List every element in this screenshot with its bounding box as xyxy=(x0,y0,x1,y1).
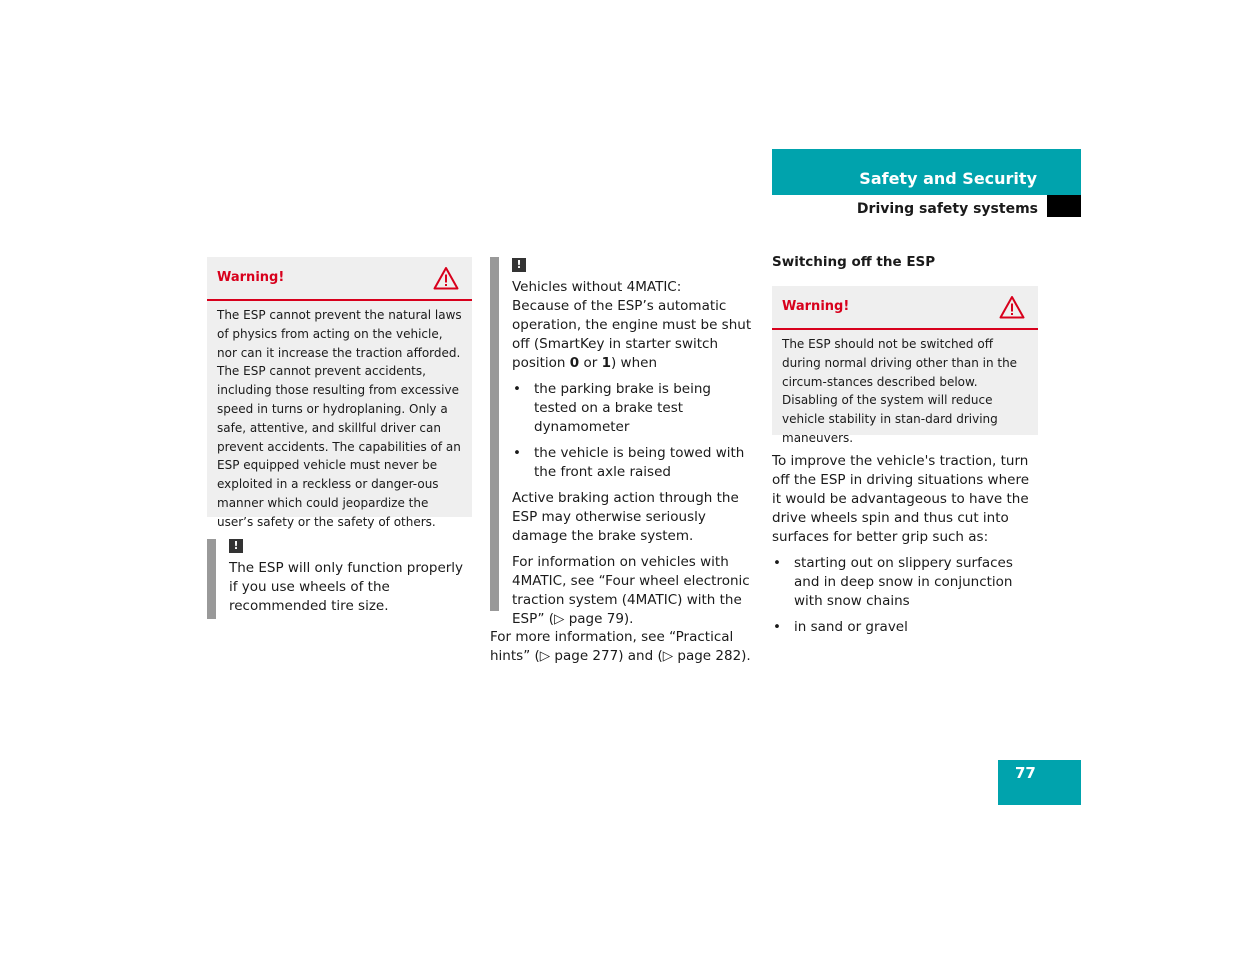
chapter-header xyxy=(772,149,1081,195)
page-number-box xyxy=(998,760,1081,805)
note-tire-size xyxy=(207,539,472,619)
warning-box-esp-limits xyxy=(207,257,472,529)
more-info-paragraph: For more information, see “Practical hints” (▷ page 277) and (▷ page 282). xyxy=(490,629,751,664)
note-intro xyxy=(512,278,758,373)
exclamation-square-icon: ! xyxy=(512,258,526,272)
note-intro-suffix: ) when xyxy=(610,355,658,371)
note-4matic xyxy=(490,257,758,627)
switch-position-0: 0 xyxy=(569,355,580,371)
list-item: • the vehicle is being towed with the front axle raised xyxy=(512,444,758,482)
traction-paragraph: To improve the vehicle's traction, turn off the ESP in driving situations where it would be advantageous to have the drive wheels spin and thus cut into surfaces for better grip such as: xyxy=(772,453,1030,545)
switch-position-1: 1 xyxy=(601,355,611,371)
note-intro-or: or xyxy=(579,355,602,371)
traction-bullets xyxy=(772,554,1040,637)
page-number: 77 xyxy=(1015,764,1036,782)
warning-header xyxy=(207,257,472,301)
warning-label: Warning! xyxy=(782,299,850,314)
subsection-title: Switching off the ESP xyxy=(772,254,936,270)
section-marker xyxy=(1047,195,1081,217)
chapter-title: Safety and Security xyxy=(859,169,1037,188)
note-paragraph-braking: Active braking action through the ESP may otherwise seriously damage the brake system. xyxy=(512,490,739,544)
note-intro-line: Vehicles without 4MATIC: xyxy=(512,279,682,295)
warning-text: The ESP cannot prevent the natural laws of physics from acting on the vehicle, nor can it increase the traction afforded. The ESP cannot prevent accidents, including those resulting from excessive speed in turns or hydroplaning. Only a safe, attentive, and skillful driver can prevent accidents. The capabilities of an ESP equipped vehicle must never be exploited in a reckless or danger-ous manner which could jeopardize the user’s safety or the safety of others. xyxy=(217,308,462,529)
warning-header xyxy=(772,286,1038,330)
list-item: • starting out on slippery surfaces and in deep snow in conjunction with snow chains xyxy=(772,554,1040,611)
warning-label: Warning! xyxy=(217,270,285,285)
list-item: • in sand or gravel xyxy=(772,618,1040,637)
traction-section xyxy=(772,452,1040,637)
section-title: Driving safety systems xyxy=(856,201,1038,217)
warning-triangle-icon xyxy=(433,266,459,290)
note-paragraph-4matic: For information on vehicles with 4MATIC, see “Four wheel electronic traction system (4MATIC) with the ESP” (▷ page 79). xyxy=(512,554,750,627)
warning-box-switch-off xyxy=(772,286,1038,445)
warning-triangle-icon xyxy=(999,295,1025,319)
note-bullets xyxy=(512,380,758,482)
warning-text: The ESP should not be switched off during normal driving other than in the circum-stances described below. Disabling of the system will reduce vehicle stability in stan-dard driving maneuvers. xyxy=(782,337,1018,445)
list-item: • the parking brake is being tested on a brake test dynamometer xyxy=(512,380,758,437)
exclamation-square-icon: ! xyxy=(229,539,243,553)
note-intro-prefix: Because of the ESP’s automatic operation, the engine must be shut off (SmartKey in starter switch position xyxy=(512,298,752,371)
note-text: The ESP will only function properly if you use wheels of the recommended tire size. xyxy=(229,560,464,614)
